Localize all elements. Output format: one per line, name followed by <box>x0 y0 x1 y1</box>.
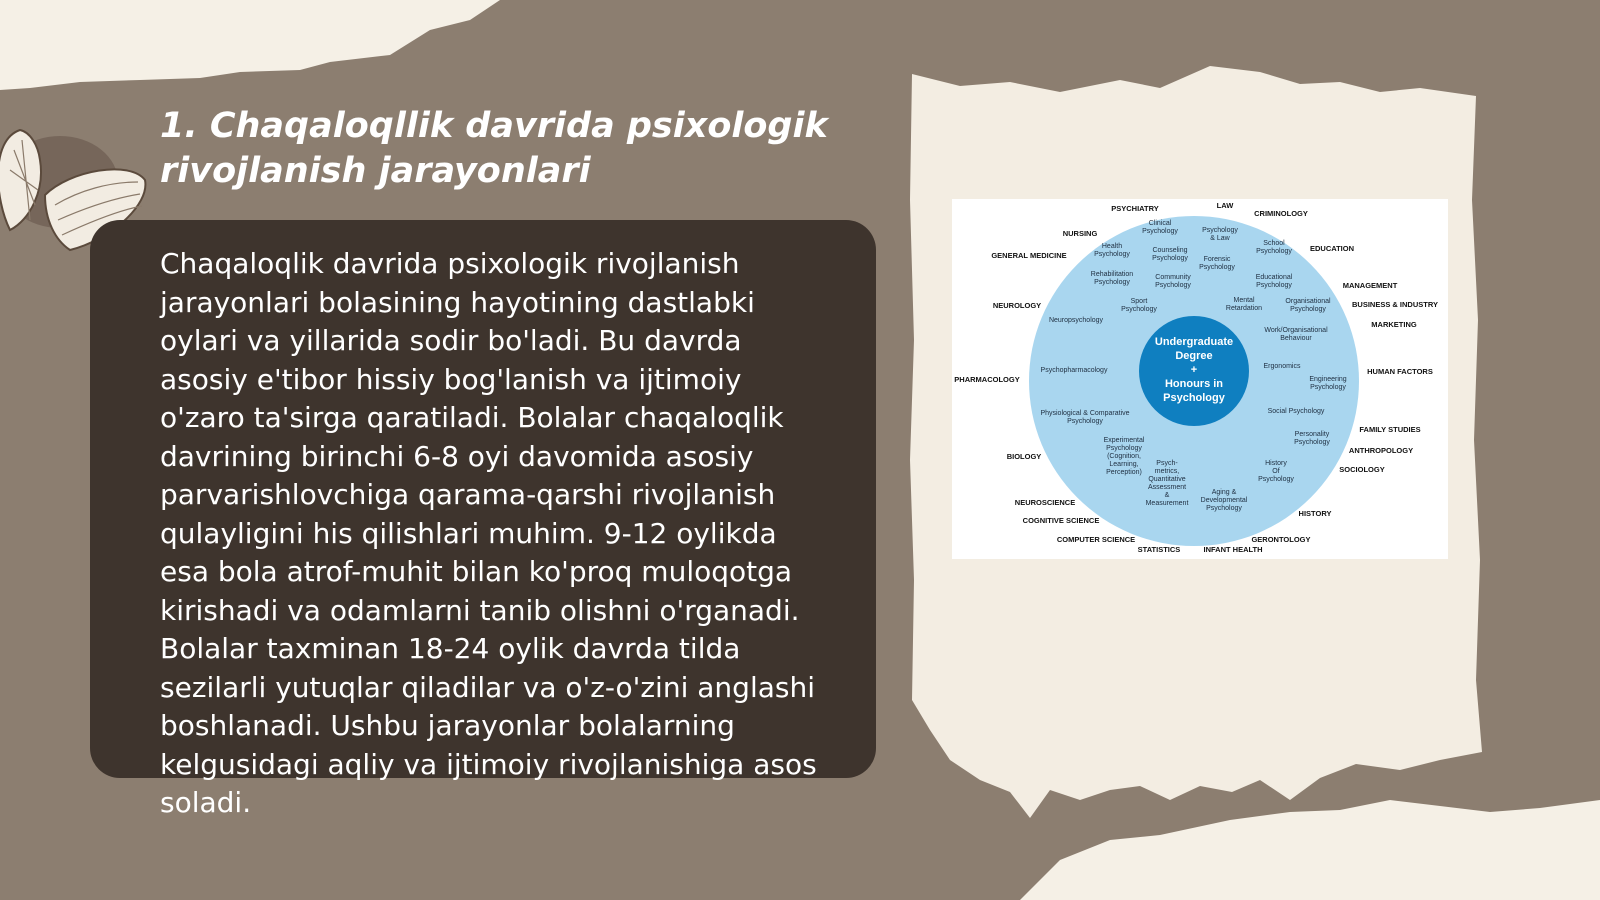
outer-discipline-label: NEUROLOGY <box>992 301 1042 310</box>
outer-discipline-label: GERONTOLOGY <box>1251 535 1311 544</box>
inner-field-label: Psych-metrics, Quantitative Assessment & Measurement <box>1145 460 1189 507</box>
inner-field-label: Social Psychology <box>1267 408 1325 415</box>
outer-discipline-label: MANAGEMENT <box>1342 281 1398 290</box>
outer-discipline-label: NEUROSCIENCE <box>1014 498 1076 507</box>
outer-discipline-label: ANTHROPOLOGY <box>1348 446 1414 455</box>
inner-field-label: Psychology & Law <box>1202 227 1238 242</box>
inner-field-label: Mental Retardation <box>1225 297 1263 312</box>
inner-field-label: Counseling Psychology <box>1152 247 1188 262</box>
outer-discipline-label: COGNITIVE SCIENCE <box>1022 516 1100 525</box>
inner-field-label: Sport Psychology <box>1121 298 1157 313</box>
outer-discipline-label: HISTORY <box>1298 509 1332 518</box>
outer-discipline-label: LAW <box>1216 201 1234 210</box>
outer-discipline-label: EDUCATION <box>1309 244 1355 253</box>
inner-field-label: Aging & Developmental Psychology <box>1200 489 1248 512</box>
inner-field-label: Personality Psychology <box>1294 431 1330 446</box>
body-paragraph: Chaqaloqlik davrida psixologik rivojlanish jarayonlari bolasining hayotining dastlabki oylari va yillarida sodir bo'ladi. Bu davrda asosiy e'tibor hissiy bog'lanish va ijtimoiy o'zaro ta'sirga qaratiladi. Bolalar chaqaloqlik davrining birinchi 6-8 oyi davomida asosiy parvarishlovchiga qarama-qarshi rivojlanish qulayligini his qilishlari muhim. 9-12 oylikda esa bola atrof-muhit bilan ko'proq muloqotga kirishadi va odamlarni tanib olishni o'rganadi. Bolalar taxminan 18-24 oylik davrda tilda sezilarli yutuqlar qiladilar va o'z-o'zini anglashi boshlanadi. Ushbu jarayonlar bolalarning kelgusidagi aqliy va ijtimoiy rivojlanishiga asos soladi. <box>160 247 817 819</box>
inner-field-label: Community Psychology <box>1155 274 1191 289</box>
inner-field-label: Educational Psychology <box>1255 274 1293 289</box>
outer-discipline-label: PSYCHIATRY <box>1111 204 1159 213</box>
inner-field-label: Psychopharmacology <box>1040 367 1108 374</box>
slide-title: 1. Chaqaloqllik davrida psixologik rivojlanish jarayonlari <box>160 106 828 191</box>
inner-field-label: Clinical Psychology <box>1142 220 1178 235</box>
inner-field-label: History Of Psychology <box>1258 460 1294 483</box>
outer-discipline-label: INFANT HEALTH <box>1203 545 1263 554</box>
inner-field-label: Forensic Psychology <box>1199 256 1235 271</box>
outer-discipline-label: MARKETING <box>1371 320 1417 329</box>
outer-discipline-label: CRIMINOLOGY <box>1254 209 1308 218</box>
outer-discipline-label: BIOLOGY <box>1006 452 1042 461</box>
inner-field-label: Rehabilitation Psychology <box>1090 271 1134 286</box>
inner-field-label: Organisational Psychology <box>1285 298 1331 313</box>
outer-discipline-label: NURSING <box>1062 229 1098 238</box>
outer-discipline-label: BUSINESS & INDUSTRY <box>1352 300 1438 309</box>
center-degree-label: Undergraduate Degree + Honours in Psychology <box>1154 336 1234 404</box>
outer-discipline-label: STATISTICS <box>1137 545 1181 554</box>
outer-discipline-label: GENERAL MEDICINE <box>991 251 1067 260</box>
outer-discipline-label: FAMILY STUDIES <box>1359 425 1421 434</box>
inner-field-label: Neuropsychology <box>1048 317 1104 324</box>
inner-field-label: Work/Organisational Behaviour <box>1264 327 1328 342</box>
inner-field-label: Engineering Psychology <box>1309 376 1347 391</box>
inner-field-label: Health Psychology <box>1094 243 1130 258</box>
outer-discipline-label: PHARMACOLOGY <box>954 375 1020 384</box>
inner-field-label: Ergonomics <box>1263 363 1301 370</box>
top-left-torn-paper <box>0 0 500 90</box>
outer-discipline-label: HUMAN FACTORS <box>1367 367 1433 376</box>
psychology-fields-diagram <box>952 199 1448 559</box>
inner-field-label: School Psychology <box>1256 240 1292 255</box>
inner-field-label: Experimental Psychology (Cognition, Learning, Perception) <box>1103 437 1145 476</box>
outer-discipline-label: SOCIOLOGY <box>1339 465 1385 474</box>
outer-discipline-label: COMPUTER SCIENCE <box>1056 535 1136 544</box>
inner-field-label: Physiological & Comparative Psychology <box>1040 410 1130 425</box>
bottom-right-torn-paper <box>1020 800 1600 900</box>
